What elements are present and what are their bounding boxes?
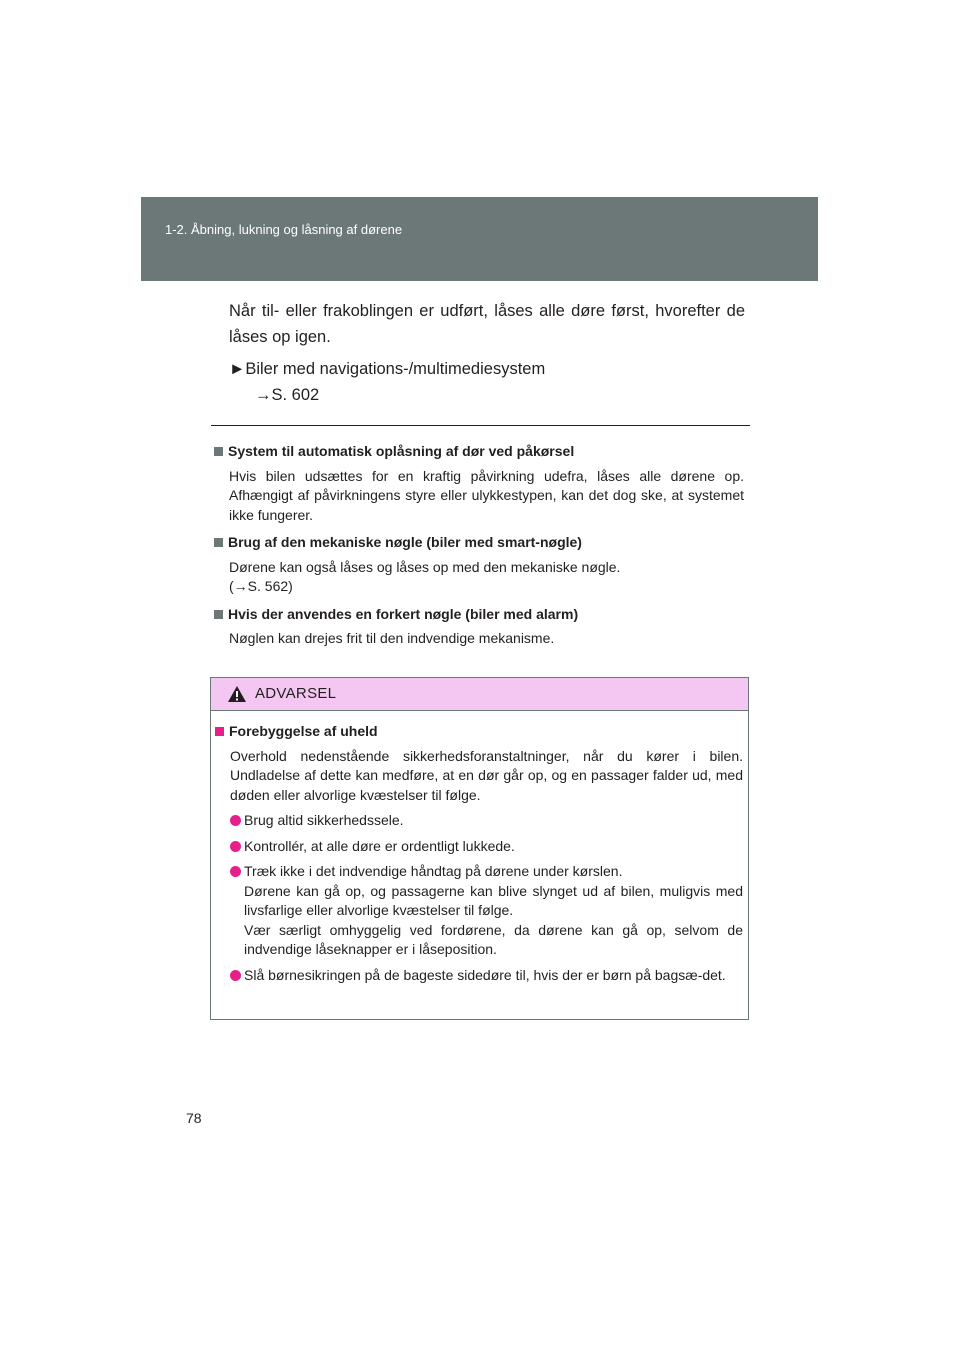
note-heading: System til automatisk oplåsning af dør ved påkørsel [214, 442, 744, 462]
square-bullet-icon [215, 727, 224, 736]
warning-heading: Forebyggelse af uheld [215, 722, 743, 742]
note-body: Hvis bilen udsættes for en kraftig påvirkning udefra, låses alle dørene op. Afhængigt af påvirkningens styre eller ulykkestypen, kan det dog ske, at systemet ikke fungerer. [229, 467, 744, 523]
note-heading: Hvis der anvendes en forkert nøgle (biler med alarm) [214, 605, 744, 625]
triangle-right-icon: ► [229, 360, 246, 378]
warning-content [215, 722, 743, 991]
warning-bullet: Træk ikke i det indvendige håndtag på dørene under kørslen. Dørene kan gå op, og passagerne kan blive slynget ud af bilen, muligvis med livsfarlige eller alvorlige kvæstelser til følge. Vær særligt omhyggelig ved fordørene, da dørene kan gå op, selvom de indvendige låseknapper er i låseposition. [230, 862, 743, 960]
header-bar [141, 197, 818, 281]
dot-bullet-icon [230, 841, 241, 852]
note-page-ref: (→S. 562) [229, 578, 293, 594]
warning-header [211, 678, 748, 711]
intro-paragraph: Når til- eller frakoblingen er udført, låses alle døre først, hvorefter de låses op igen. [229, 302, 745, 346]
dot-bullet-icon [230, 815, 241, 826]
page-number: 78 [186, 1110, 202, 1126]
warning-bullet: Kontrollér, at alle døre er ordentligt lukkede. [230, 837, 743, 857]
section-title: 1-2. Åbning, lukning og låsning af dørene [165, 222, 403, 237]
warning-bullet: Brug altid sikkerhedssele. [230, 811, 743, 831]
nav-system-line [229, 357, 545, 381]
dot-bullet-icon [230, 866, 241, 877]
note-heading: Brug af den mekaniske nøgle (biler med smart-nøgle) [214, 533, 744, 553]
square-bullet-icon [214, 447, 223, 456]
warning-bullet: Slå børnesikringen på de bageste sidedøre til, hvis der er børn på bagsæ-det. [230, 966, 743, 986]
note-body: Nøglen kan drejes frit til den indvendige mekanisme. [229, 630, 555, 646]
warning-box [210, 677, 749, 1020]
note-body: Dørene kan også låses og låses op med den mekaniske nøgle. (→S. 562) [229, 558, 621, 594]
warning-intro: Overhold nedenstående sikkerhedsforanstaltninger, når du kører i bilen. Undladelse af dette kan medføre, at en dør går op, og en passager falder ud, med døden eller alvorlige kvæstelser til følge. [230, 747, 743, 803]
notes-section [214, 442, 744, 657]
divider [211, 425, 750, 426]
square-bullet-icon [214, 610, 223, 619]
warning-title: ADVARSEL [255, 685, 337, 702]
square-bullet-icon [214, 538, 223, 547]
dot-bullet-icon [230, 970, 241, 981]
warning-triangle-icon [227, 685, 247, 703]
nav-page-ref: →S. 602 [255, 386, 320, 404]
nav-label: Biler med navigations-/multimediesystem [245, 360, 546, 378]
